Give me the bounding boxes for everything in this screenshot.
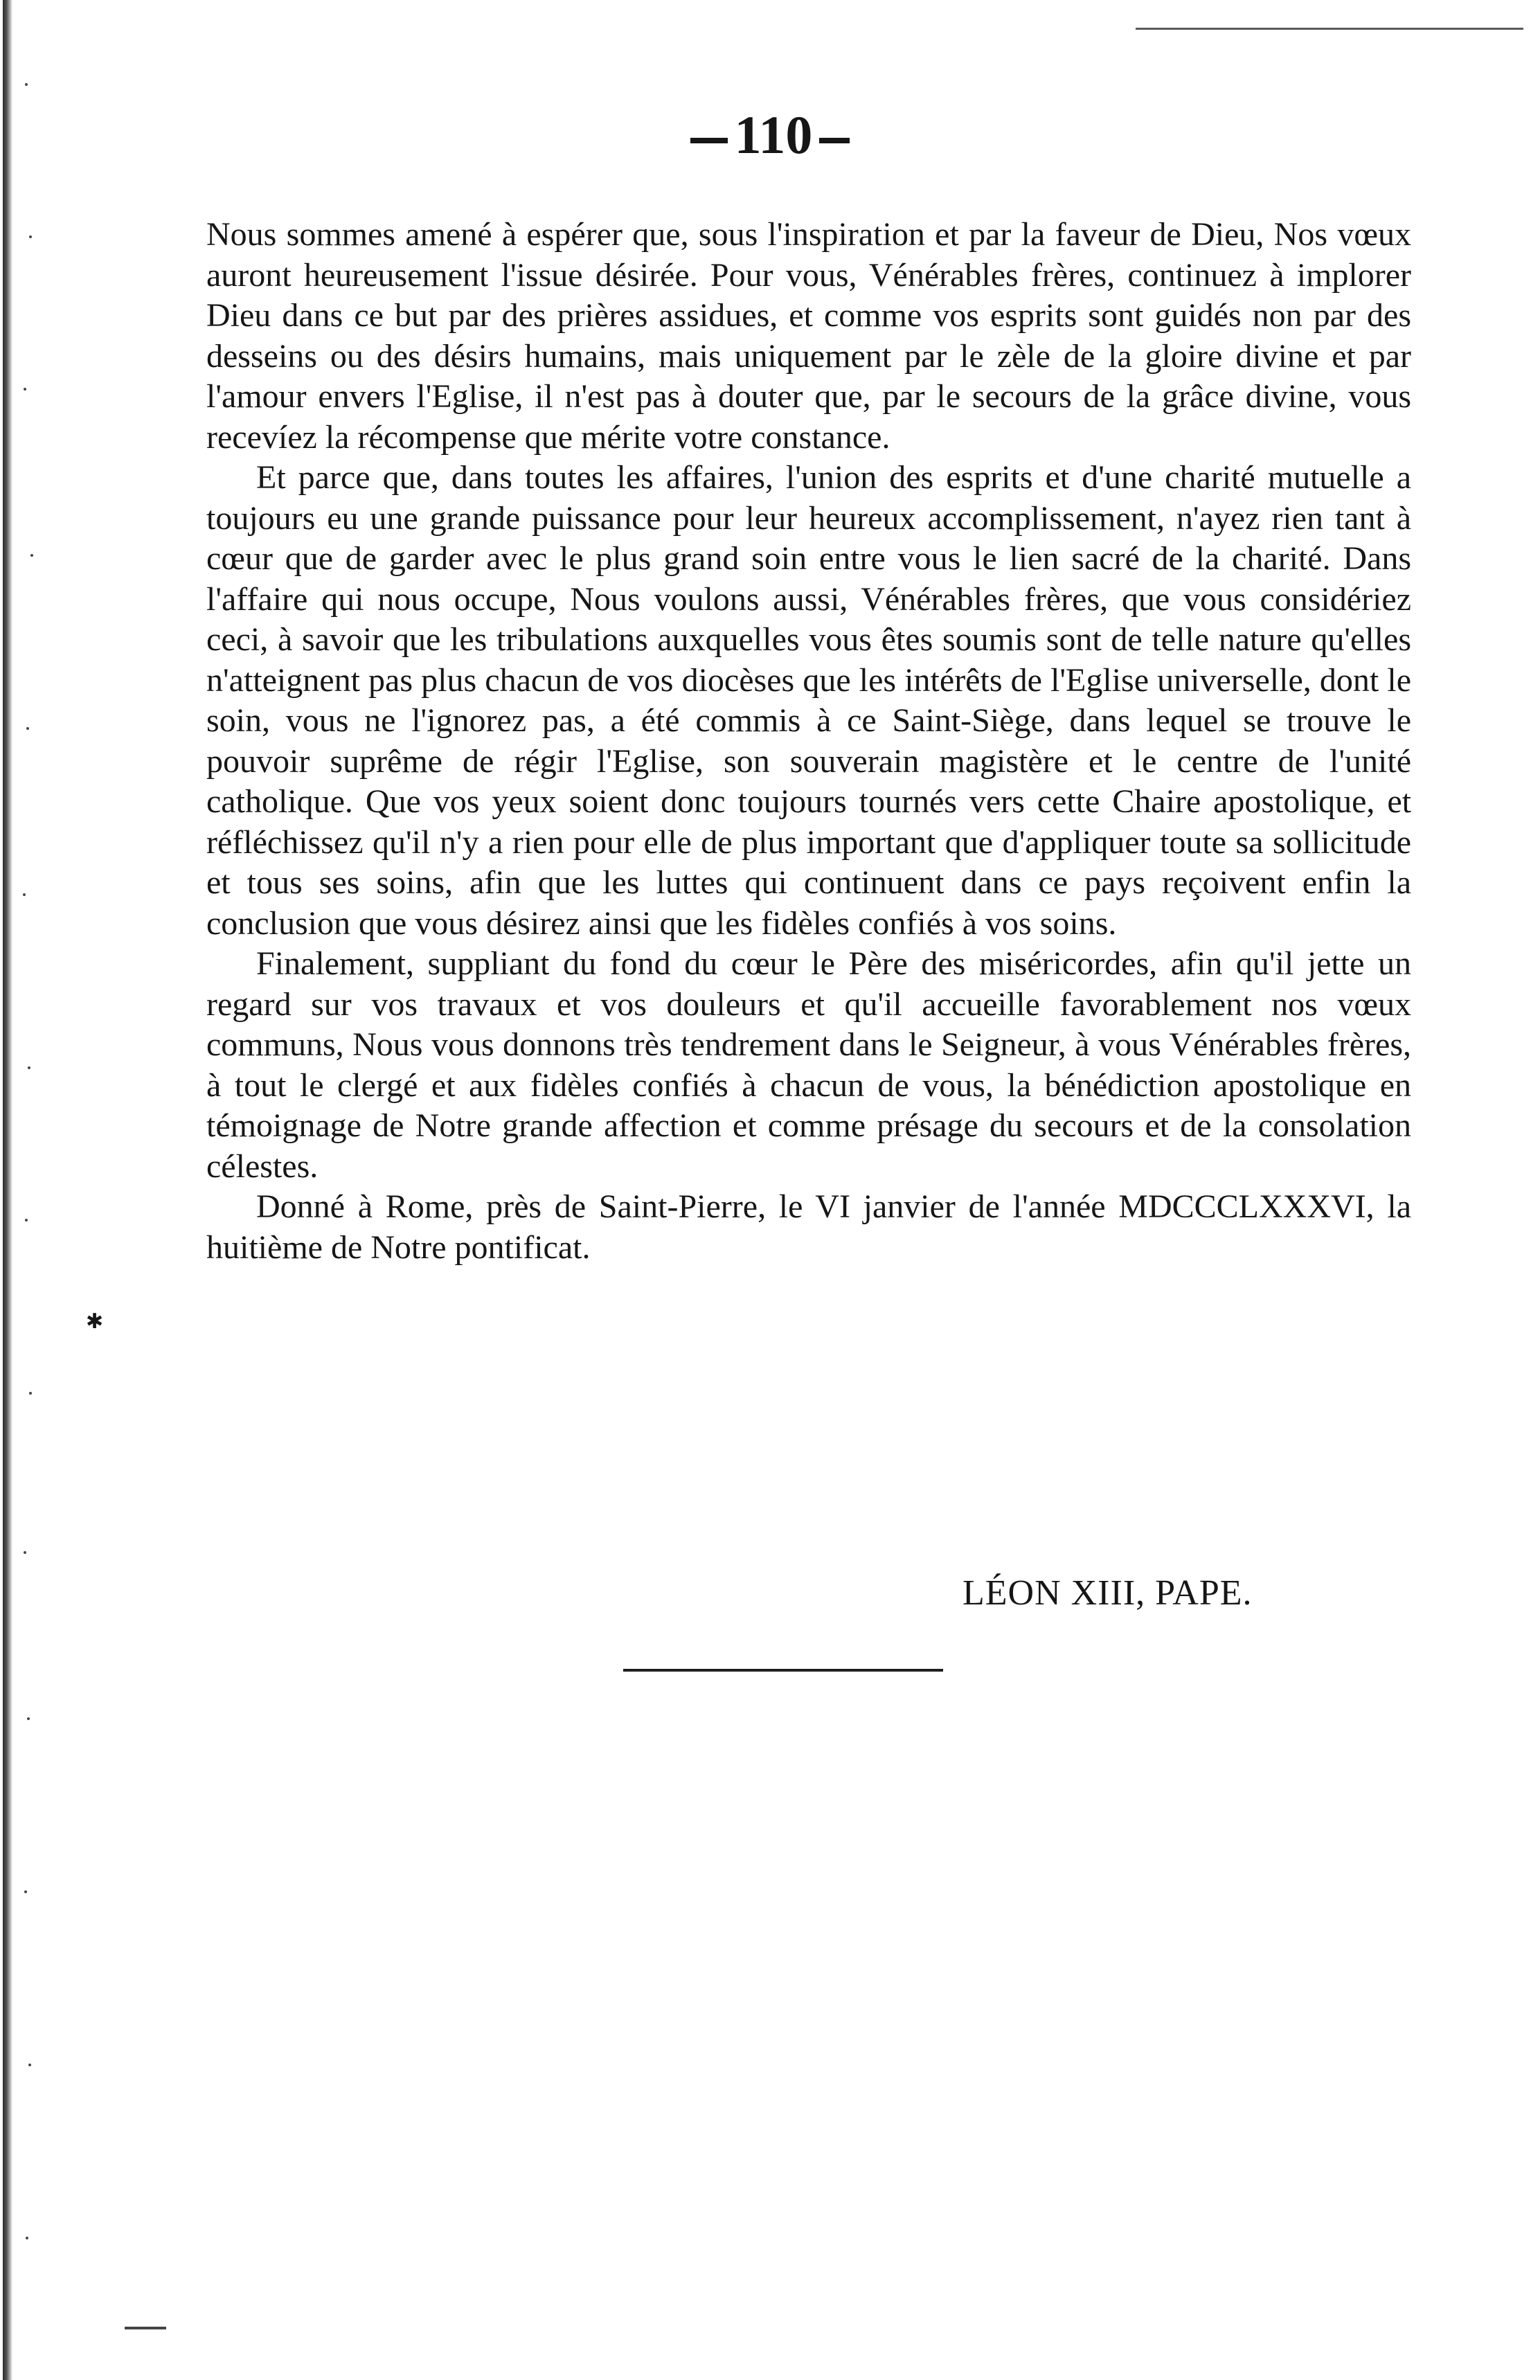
margin-mark-icon: ✱: [86, 1310, 104, 1333]
signature: LÉON XIII, PAPE.: [962, 1573, 1253, 1613]
bottom-mark: [125, 2327, 166, 2329]
top-rule: [1136, 28, 1523, 30]
binding-dots: [21, 0, 42, 2380]
closing-rule: [623, 1669, 943, 1672]
body-text: [206, 215, 1411, 1268]
paragraph: Donné à Rome, près de Saint-Pierre, le VI janvier de l'année MDCCCLXXXVI, la huitième de Notre pontificat.: [206, 1188, 1411, 1266]
paragraph: Nous sommes amené à espérer que, sous l'inspiration et par la faveur de Dieu, Nos vœux auront heureusement l'issue désirée. Pour vous, Vénérables frères, continuez à implorer Dieu dans ce but par des prières assidues, et comme vos esprits sont guidés non par des desseins ou des désirs humains, mais uniquement par le zèle de la gloire divine et par l'amour envers l'Eglise, il n'est pas à douter que, par le secours de la grâce divine, vous recevíez la récompense que mérite votre constance.: [206, 216, 1411, 456]
paragraph: Et parce que, dans toutes les affaires, l'union des esprits et d'une charité mutuelle a toujours eu une grande puissance pour leur heureux accomplissement, n'ayez rien tant à cœur que de garder avec le plus grand soin entre vous le lien sacré de la charité. Dans l'affaire qui nous occupe, Nous voulons aussi, Vénérables frères, que vous considériez ceci, à savoir que les tribulations auxquelles vous êtes soumis sont de telle nature qu'elles n'atteignent pas plus chacun de vos diocèses que les intérêts de l'Eglise universelle, dont le soin, vous ne l'ignorez pas, a été commis à ce Saint-Siège, dans lequel se trouve le pouvoir suprême de régir l'Eglise, son souverain magistère et le centre de l'unité catholique. Que vos yeux soient donc toujours tournés vers cette Chaire apostolique, et réfléchissez qu'il n'y a rien pour elle de plus important que d'appliquer toute sa sollicitude et tous ses soins, afin que les luttes qui continuent dans ce pays reçoivent enfin la conclusion que vous désirez ainsi que les fidèles confiés à vos soins.: [206, 459, 1411, 942]
paragraph: Finalement, suppliant du fond du cœur le Père des miséricordes, afin qu'il jette un regard sur vos travaux et vos douleurs et qu'il accueille favorablement nos vœux communs, Nous vous donnons très tendrement dans le Seigneur, à vous Vénérables frères, à tout le clergé et aux fidèles confiés à chacun de vous, la bénédiction apostolique en témoignage de Notre grande affection et comme présage du secours et de la consolation célestes.: [206, 945, 1411, 1185]
header-dash-right: [819, 138, 850, 143]
header-dash-left: [690, 138, 728, 143]
binding-edge: [3, 0, 12, 2380]
page-header: [0, 104, 1540, 166]
page-number: 110: [734, 105, 813, 165]
